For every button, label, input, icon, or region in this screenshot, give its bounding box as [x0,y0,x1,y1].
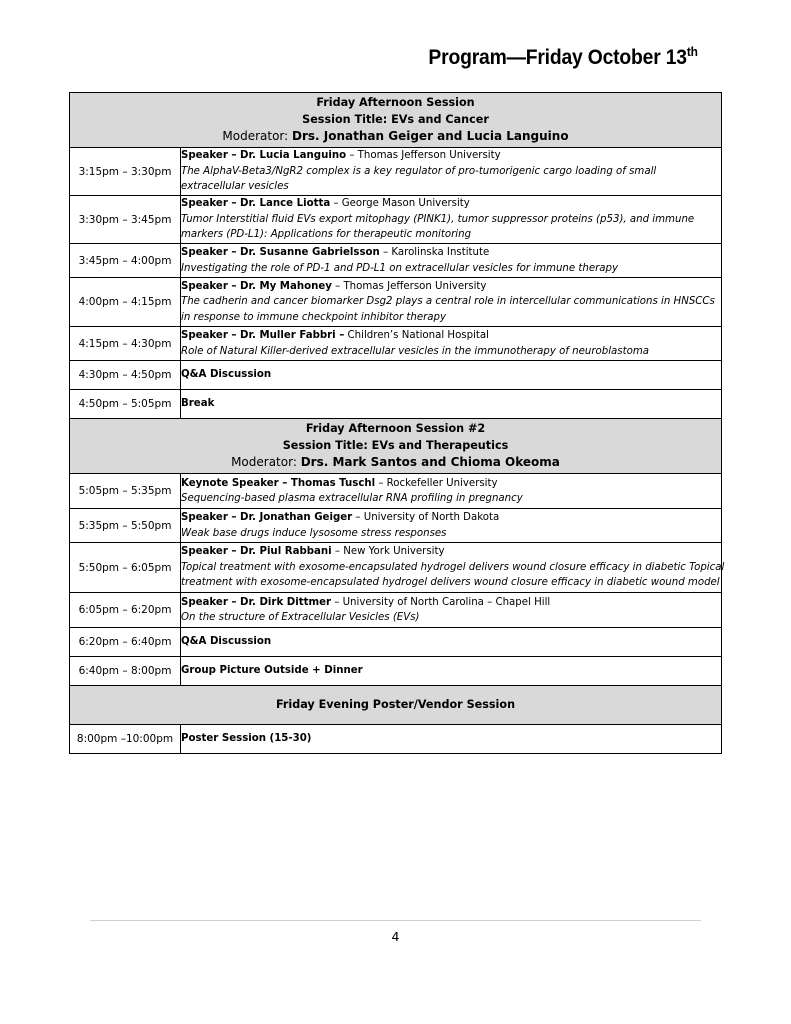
talk-title: markers (PD-L1): Applications for therapeutic monitoring [181,229,472,241]
talk-cell [181,593,722,628]
table-row [70,509,722,543]
agenda-label: Q&A Discussion [181,361,722,390]
time-slot: 5:35pm – 5:50pm [70,509,181,543]
session-moderator: Moderator: Drs. Mark Santos and Chioma Okeoma [231,455,560,470]
table-row [70,593,722,628]
speaker-name: Speaker – Dr. Susanne Gabrielsson [181,247,380,258]
time-slot: 3:30pm – 3:45pm [70,196,181,244]
speaker-affiliation: – George Mason University [330,198,470,210]
time-slot: 4:50pm – 5:05pm [70,390,181,419]
talk-cell [181,543,725,593]
talk-title: extracellular vesicles [181,181,289,193]
speaker-affiliation: – University of North Dakota [352,512,500,523]
session-title: Session Title: EVs and Cancer [302,112,489,126]
time-slot: 5:50pm – 6:05pm [70,543,181,593]
title-superscript: th [687,44,698,59]
speaker-affiliation: – New York University [331,546,445,558]
agenda-label: Group Picture Outside + Dinner [181,657,722,686]
table-row [70,725,722,754]
talk-title: Investigating the role of PD-1 and PD-L1 on extracellular vesicles for immune therapy [181,262,619,274]
time-slot: 6:20pm – 6:40pm [70,628,181,657]
time-slot: 4:15pm – 4:30pm [70,327,181,361]
speaker-name: Speaker – Dr. Dirk Dittmer [181,596,332,608]
speaker-name: Speaker – Dr. Jonathan Geiger [181,512,353,523]
talk-cell [181,327,722,361]
speaker-affiliation: – Thomas Jefferson University [346,150,501,162]
table-row [70,474,722,509]
talk-title: Weak base drugs induce lysosome stress responses [181,527,447,539]
table-row [70,390,722,419]
talk-title: Topical treatment with exosome-encapsulated hydrogel delivers wound closure efficacy in diabetic Topical [181,561,725,573]
speaker-name: Speaker – Dr. Muller Fabbri – [181,330,345,341]
page-number: 4 [391,929,400,944]
talk-title: The AlphaV-Beta3/NgR2 complex is a key regulator of pro-tumorigenic cargo loading of small [181,165,657,177]
time-slot: 4:00pm – 4:15pm [70,278,181,327]
footer-divider [90,920,701,921]
talk-title: Sequencing-based plasma extracellular RNA profiling in pregnancy [181,493,523,504]
talk-title: in response to immune checkpoint inhibitor therapy [181,311,447,323]
speaker-name: Keynote Speaker – Thomas Tuschl [181,477,376,489]
session-title: Session Title: EVs and Therapeutics [282,438,509,452]
table-row [70,278,722,327]
session-name: Friday Evening Poster/Vendor Session [275,697,516,711]
talk-cell [181,474,722,509]
talk-title: treatment with exosome-encapsulated hydrogel delivers wound closure efficacy in diabetic wound model [181,577,720,589]
session-header [70,93,722,148]
speaker-affiliation: – Rockefeller University [375,477,498,489]
page-title: Program—Friday October 13th [428,44,698,69]
agenda-label: Break [181,390,722,419]
session-header [70,419,722,474]
agenda-label: Poster Session (15-30) [181,725,722,754]
talk-title: On the structure of Extracellular Vesicles (EVs) [181,612,420,623]
speaker-name: Speaker – Dr. My Mahoney [181,280,332,292]
session-name: Friday Afternoon Session #2 [305,422,486,436]
session-moderator: Moderator: Drs. Jonathan Geiger and Lucia Languino [222,129,569,144]
talk-title: The cadherin and cancer biomarker Dsg2 plays a central role in intercellular communications in HNSCCs [181,296,715,308]
speaker-affiliation: – Thomas Jefferson University [331,280,487,292]
speaker-affiliation: Children’s National Hospital [344,330,489,341]
speaker-name: Speaker – Dr. Lance Liotta [181,198,331,210]
talk-cell [181,244,722,278]
program-table [69,92,725,754]
table-row [70,543,722,593]
time-slot: 8:00pm –10:00pm [70,725,181,754]
table-row [70,657,722,686]
time-slot: 5:05pm – 5:35pm [70,474,181,509]
talk-cell [181,196,722,244]
speaker-name: Speaker – Dr. Lucia Languino [181,150,347,162]
talk-title: Tumor Interstitial fluid EVs export mitophagy (PINK1), tumor suppressor proteins (p53), and immune [181,213,695,225]
time-slot: 6:05pm – 6:20pm [70,593,181,628]
speaker-affiliation: – University of North Carolina – Chapel Hill [331,596,551,608]
table-row [70,196,722,244]
time-slot: 6:40pm – 8:00pm [70,657,181,686]
talk-cell [181,148,722,196]
speaker-affiliation: – Karolinska Institute [379,247,490,258]
time-slot: 4:30pm – 4:50pm [70,361,181,390]
table-row [70,244,722,278]
time-slot: 3:45pm – 4:00pm [70,244,181,278]
talk-cell [181,509,722,543]
time-slot: 3:15pm – 3:30pm [70,148,181,196]
talk-title: Role of Natural Killer-derived extracellular vesicles in the immunotherapy of neuroblastoma [181,345,650,357]
table-row [70,628,722,657]
table-row [70,361,722,390]
session-name: Friday Afternoon Session [316,96,475,110]
talk-cell [181,278,722,327]
session-header [70,686,722,725]
table-row [70,148,722,196]
speaker-name: Speaker – Dr. Piul Rabbani [181,546,332,558]
agenda-label: Q&A Discussion [181,628,722,657]
table-row [70,327,722,361]
